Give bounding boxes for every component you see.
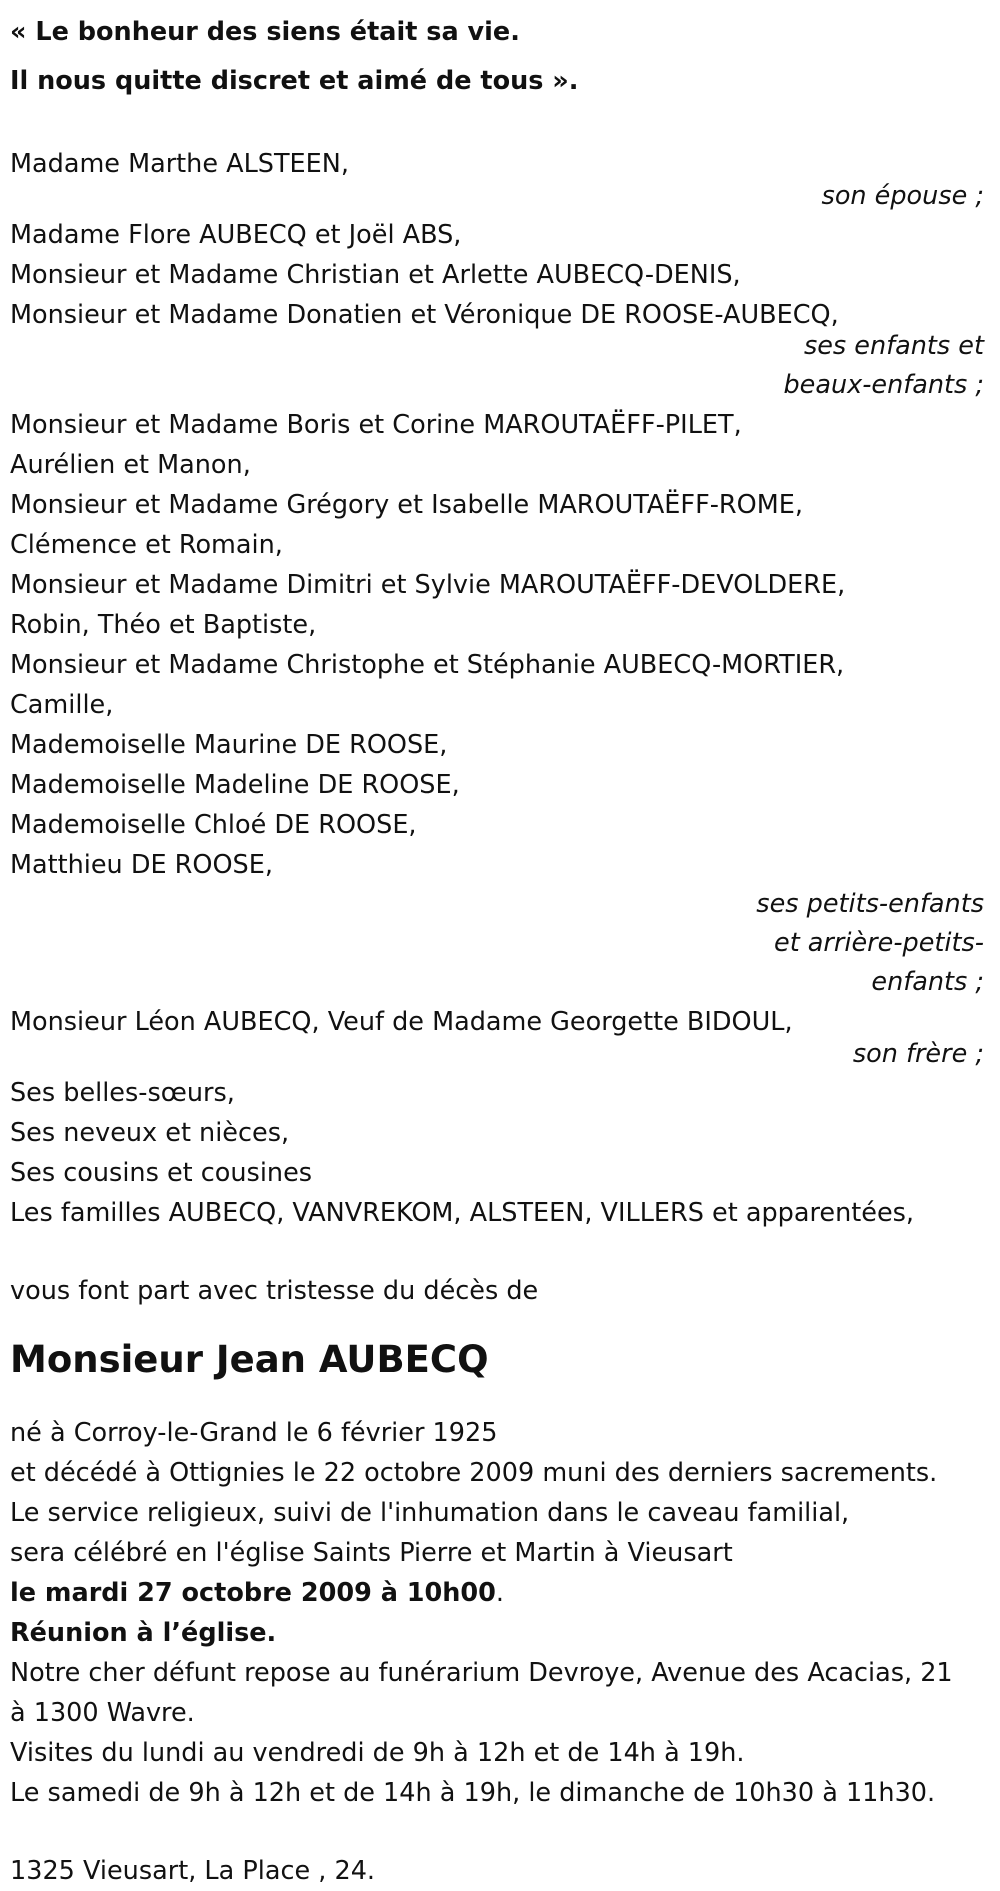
grandchild-line: Monsieur et Madame Dimitri et Sylvie MAROUTAËFF-DEVOLDERE,: [10, 570, 846, 600]
relative-line: Ses cousins et cousines: [10, 1158, 313, 1188]
service-date-line: [10, 1573, 990, 1613]
grandchild-line: Camille,: [10, 690, 114, 720]
service-date: le mardi 27 octobre 2009 à 10h00: [10, 1578, 496, 1608]
grandchild-line: Matthieu DE ROOSE,: [10, 850, 273, 880]
family-address: 1325 Vieusart, La Place , 24.: [10, 1856, 376, 1886]
grandchildren-role-line: et arrière-petits-: [774, 928, 984, 958]
grandchild-line: Robin, Théo et Baptiste,: [10, 610, 317, 640]
brother-role: son frère ;: [852, 1039, 984, 1069]
grandchild-line: Monsieur et Madame Christophe et Stéphanie AUBECQ-MORTIER,: [10, 650, 845, 680]
children-role: [10, 327, 984, 405]
service-line-1: Le service religieux, suivi de l'inhumation dans le caveau familial,: [10, 1498, 850, 1528]
grandchild-line: Clémence et Romain,: [10, 530, 283, 560]
child-line: Monsieur et Madame Donatien et Véronique DE ROOSE-AUBECQ,: [10, 300, 839, 330]
funeral-home-line-1: Notre cher défunt repose au funérarium Devroye, Avenue des Acacias, 21: [10, 1658, 953, 1688]
spouse-role: son épouse ;: [821, 181, 984, 211]
grandchild-line: Monsieur et Madame Grégory et Isabelle MAROUTAËFF-ROME,: [10, 490, 803, 520]
grandchildren-role-line: ses petits-enfants: [756, 889, 984, 919]
grandchildren-role: [10, 885, 984, 1002]
service-date-suffix: .: [495, 1578, 505, 1608]
visits-line-1: Visites du lundi au vendredi de 9h à 12h et de 14h à 19h.: [10, 1738, 745, 1768]
quote-line-2: Il nous quitte discret et aimé de tous ».: [10, 66, 579, 96]
child-line: Madame Flore AUBECQ et Joël ABS,: [10, 220, 462, 250]
visits-line-2: Le samedi de 9h à 12h et de 14h à 19h, le dimanche de 10h30 à 11h30.: [10, 1778, 936, 1808]
relative-line: Les familles AUBECQ, VANVREKOM, ALSTEEN, VILLERS et apparentées,: [10, 1198, 915, 1228]
child-line: Monsieur et Madame Christian et Arlette AUBECQ-DENIS,: [10, 260, 741, 290]
quote-line-1: « Le bonheur des siens était sa vie.: [10, 17, 520, 47]
grandchildren-block: [10, 405, 990, 1002]
spouse-block: [10, 144, 990, 216]
other-relatives-block: [10, 1073, 990, 1233]
deceased-name: Monsieur Jean AUBECQ: [10, 1338, 489, 1381]
reunion-line: Réunion à l’église.: [10, 1618, 277, 1648]
grandchild-line: Monsieur et Madame Boris et Corine MAROUTAËFF-PILET,: [10, 410, 742, 440]
children-block: [10, 215, 990, 405]
relative-line: Ses neveux et nièces,: [10, 1118, 290, 1148]
grandchild-line: Mademoiselle Madeline DE ROOSE,: [10, 770, 460, 800]
funeral-details: [10, 1413, 990, 1813]
funeral-home-line-2: à 1300 Wavre.: [10, 1698, 195, 1728]
grandchildren-role-line: enfants ;: [871, 967, 984, 997]
birth-line: né à Corroy-le-Grand le 6 février 1925: [10, 1418, 498, 1448]
children-role-line: ses enfants et: [803, 331, 984, 361]
opening-quote: [10, 8, 990, 106]
spouse-name: Madame Marthe ALSTEEN,: [10, 149, 349, 179]
service-line-2: sera célébré en l'église Saints Pierre et Martin à Vieusart: [10, 1538, 733, 1568]
brother-block: [10, 1002, 990, 1074]
grandchild-line: Mademoiselle Maurine DE ROOSE,: [10, 730, 448, 760]
grandchild-line: Aurélien et Manon,: [10, 450, 251, 480]
announcement-text: vous font part avec tristesse du décès de: [10, 1276, 539, 1306]
brother-name: Monsieur Léon AUBECQ, Veuf de Madame Georgette BIDOUL,: [10, 1007, 793, 1037]
grandchild-line: Mademoiselle Chloé DE ROOSE,: [10, 810, 417, 840]
children-role-line: beaux-enfants ;: [783, 370, 984, 400]
death-line: et décédé à Ottignies le 22 octobre 2009 muni des derniers sacrements.: [10, 1458, 938, 1488]
relative-line: Ses belles-sœurs,: [10, 1078, 235, 1108]
